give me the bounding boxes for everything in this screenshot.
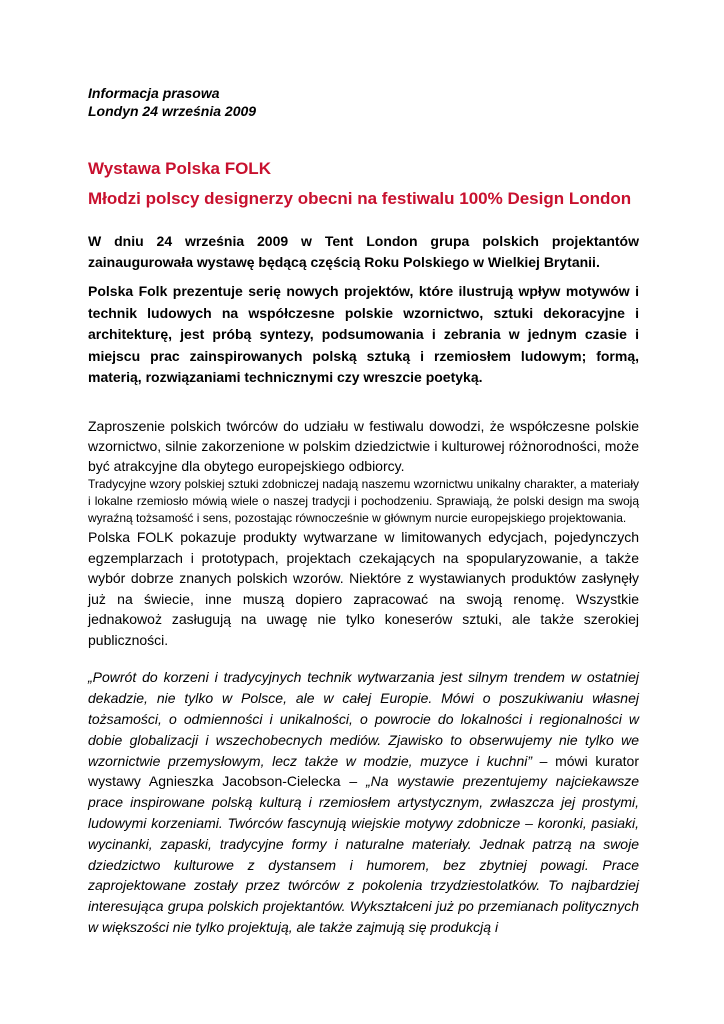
curator-quote: [88, 667, 639, 937]
quote-part-1: „Powrót do korzeni i tradycyjnych technik wytwarzania jest silnym trendem w ostatniej dekadzie, nie tylko w Polsce, ale w całej Europie. Mówi o poszukiwaniu własnej tożsamości, o odmienności i unikalności, o powrocie do lokalności i regionalności w dobie globalizacji i wszechobecnych mediów. Zjawisko to obserwujemy nie tylko we wzornictwie przemysłowym, lecz także w modzie, muzyce i kuchni”: [88, 669, 639, 769]
body-paragraph-2: Tradycyjne wzory polskiej sztuki zdobniczej nadają naszemu wzornictwu unikalny charakter, a materiały i lokalne rzemiosło mówią wiele o naszej tradycji i pochodzeniu. Sprawiają, że polski design ma swoją wyraźną tożsamość i sens, pozostając równocześnie w głównym nurcie europejskiego projektowania.: [88, 476, 639, 526]
body-paragraph-1: Zaproszenie polskich twórców do udziału w festiwalu dowodzi, że współczesne polskie wzornictwo, silnie zakorzenione w polskim dziedzictwie i kulturowej różnorodności, może być atrakcyjne dla obytego europejskiego odbiorcy.: [88, 417, 639, 474]
body-paragraph-3: Polska FOLK pokazuje produkty wytwarzane w limitowanych edycjach, pojedynczych egzemplarzach i prototypach, projektach czekających na spopularyzowanie, a także wybór dobrze znanych polskich wzorów. Niektóre z wystawianych produktów zasłynęły już na świecie, inne muszą dopiero zapracować na swoją renomę. Wszystkie jednakowoż zasługują na uwagę nie tylko koneserów sztuki, ale także szerokiej publiczności.: [88, 529, 639, 648]
quote-attribution: – mówi kurator wystawy Agnieszka Jacobson-Cielecka –: [88, 752, 640, 790]
document-page: [88, 84, 639, 938]
quote-part-2: „Na wystawie prezentujemy najciekawsze prace inspirowane polską kulturą i rzemiosłem artystycznym, zwłaszcza jej prostymi, ludowymi korzeniami. Twórców fascynują wiejskie motywy zdobnicze – koronki, pasiaki, wycinanki, zapaski, tradycyjne formy i naturalne materiały. Jednak patrzą na swoje dziedzictwo kulturowe z dystansem i humorem, bez zbytniej powagi. Prace zaprojektowane zostały przez twórców z pokolenia trzydziestolatków. To najbardziej interesująca grupa polskich projektantów. Wykształceni już po przemianach politycznych w większości nie tylko projektują, ale także zajmują się produkcją i: [88, 773, 640, 935]
lead-paragraph-2: Polska Folk prezentuje serię nowych projektów, które ilustrują wpływ motywów i technik ludowych na współczesne polskie wzornictwo, sztuki dekoracyjne i architekturę, jest próbą syntezy, podsumowania i zebrania w jednym czasie i miejscu prac zainspirowanych polską sztuką i rzemiosłem ludowym; formą, materią, rozwiązaniami technicznymi czy wreszcie poetyką.: [88, 283, 639, 385]
press-release-label: Informacja prasowa: [88, 85, 220, 101]
lead-paragraph-1: W dniu 24 września 2009 w Tent London grupa polskich projektantów zainaugurowała wystawę będącą częścią Roku Polskiego w Wielkiej Brytanii.: [88, 233, 639, 270]
main-title: Wystawa Polska FOLK: [88, 159, 271, 178]
subtitle: Młodzi polscy designerzy obecni na festiwalu 100% Design London: [88, 189, 632, 208]
dateline: Londyn 24 września 2009: [88, 103, 257, 119]
